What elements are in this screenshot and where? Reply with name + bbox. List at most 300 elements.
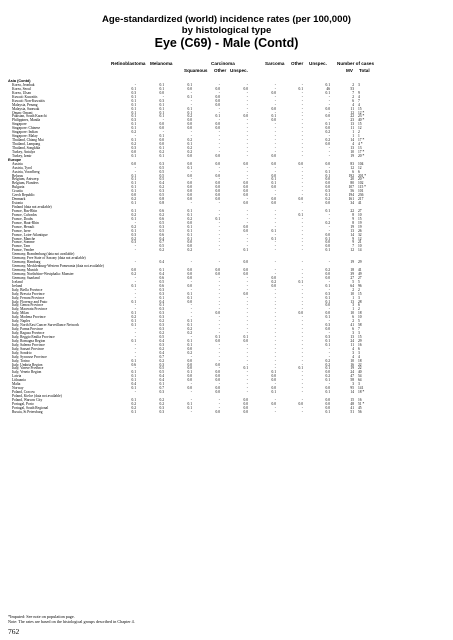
registry-name: Singapore bbox=[12, 122, 27, 127]
rate-cell: 0.0 bbox=[131, 149, 136, 154]
rate-cell: 19 bbox=[350, 366, 354, 371]
rate-cell: 0.0 bbox=[187, 358, 192, 363]
rate-cell: - bbox=[218, 208, 220, 213]
rate-cell: 0.1 bbox=[131, 386, 136, 391]
rate-cell: - bbox=[190, 90, 192, 95]
header-unspec: Unspec. bbox=[230, 68, 248, 73]
header-sarcoma: Sarcoma bbox=[265, 61, 285, 66]
rate-cell: 0.1 bbox=[215, 334, 220, 339]
rate-cell: - bbox=[328, 350, 330, 355]
rate-cell: 0.0 bbox=[159, 90, 164, 95]
registry-name: Finland (data not available) bbox=[12, 205, 52, 209]
rate-cell: 56 bbox=[350, 189, 354, 194]
rate-cell: 0.3 bbox=[131, 232, 136, 237]
rate-cell: 0.0 bbox=[271, 185, 276, 190]
rate-cell: - bbox=[246, 177, 248, 182]
registry-name: Estonia bbox=[12, 201, 23, 206]
rate-cell: - bbox=[274, 169, 276, 174]
rate-cell: - bbox=[301, 177, 303, 182]
rate-cell: - bbox=[190, 260, 192, 265]
rate-cell: 19 bbox=[358, 224, 362, 229]
rate-cell: 192 bbox=[348, 173, 354, 178]
rate-cell: - bbox=[246, 342, 248, 347]
rate-cell: - bbox=[134, 342, 136, 347]
rate-cell: - bbox=[301, 82, 303, 87]
registry-name: Italy, Florence and Prato bbox=[12, 299, 48, 304]
rate-cell: 0.2 bbox=[131, 271, 136, 276]
registry-name: France, Calvados bbox=[12, 212, 37, 217]
rate-cell: - bbox=[274, 358, 276, 363]
rate-cell: - bbox=[218, 295, 220, 300]
registry-name: France, Vendee bbox=[12, 248, 35, 253]
rate-cell: - bbox=[246, 232, 248, 237]
rate-cell: 0.1 bbox=[131, 177, 136, 182]
rate-cell: - bbox=[301, 236, 303, 241]
rate-cell: 0.0 bbox=[215, 153, 220, 158]
rate-cell: 0.1 bbox=[187, 295, 192, 300]
rate-cell: - bbox=[328, 102, 330, 107]
rate-cell: 0.5 bbox=[159, 370, 164, 375]
rate-cell: 0.0 bbox=[187, 271, 192, 276]
rate-cell: 0.1 bbox=[298, 366, 303, 371]
rate-cell: 0.0 bbox=[243, 185, 248, 190]
rate-cell: - bbox=[328, 382, 330, 387]
rate-cell: 0.0 bbox=[215, 362, 220, 367]
rate-cell: 0.1 bbox=[159, 268, 164, 272]
rate-cell: 0.0 bbox=[215, 386, 220, 391]
rate-cell: - bbox=[274, 287, 276, 292]
registry-name: Germany, Mecklenburg-Western Pomerania (data not available) bbox=[12, 264, 104, 269]
rate-cell: 0.0 bbox=[215, 378, 220, 383]
rate-cell: - bbox=[301, 232, 303, 237]
rate-cell: 0.1 bbox=[187, 228, 192, 233]
rate-cell: 48 bbox=[350, 401, 354, 406]
rate-cell: - bbox=[274, 311, 276, 316]
rate-cell: 58 bbox=[350, 378, 354, 383]
registry-name: Thailand, Songkhla bbox=[12, 145, 41, 150]
rate-cell: 10 bbox=[350, 149, 354, 154]
rate-cell: 0.1 bbox=[187, 142, 192, 146]
rate-cell: 0.3 bbox=[325, 291, 330, 296]
rate-cell: 51 bbox=[350, 409, 354, 414]
rate-cell: 1 bbox=[352, 130, 354, 135]
rate-cell: 0.1 bbox=[243, 366, 248, 371]
rate-cell: 41 bbox=[350, 405, 354, 410]
rate-cell: 0.1 bbox=[159, 303, 164, 308]
rate-cell: - bbox=[190, 303, 192, 308]
rate-cell: - bbox=[190, 311, 192, 316]
rate-cell: 0.2 bbox=[325, 220, 330, 225]
rate-cell: - bbox=[274, 291, 276, 296]
rate-cell: 0.1 bbox=[159, 86, 164, 91]
rate-cell: - bbox=[218, 177, 220, 182]
rate-cell: 0.0 bbox=[243, 193, 248, 198]
rate-cell: 0.0 bbox=[325, 161, 330, 166]
rate-cell: - bbox=[134, 248, 136, 253]
rate-cell: 23 bbox=[350, 118, 354, 123]
rate-cell: 0.0 bbox=[243, 291, 248, 296]
rate-cell: - bbox=[274, 248, 276, 253]
rate-cell: 0.1 bbox=[187, 94, 192, 99]
rate-cell: 0.4 bbox=[131, 382, 136, 387]
rate-cell: 0.0 bbox=[271, 106, 276, 111]
rate-cell: 0.1 bbox=[131, 374, 136, 379]
rate-cell: 20 * bbox=[358, 177, 365, 182]
rate-cell: - bbox=[218, 358, 220, 363]
rate-cell: 3 bbox=[358, 82, 360, 87]
rate-cell: 0.4 bbox=[159, 236, 164, 241]
rate-cell: - bbox=[301, 94, 303, 99]
rate-cell: 0.2 bbox=[131, 405, 136, 410]
rate-cell: - bbox=[246, 236, 248, 241]
header-retinoblastoma: Retinoblastoma bbox=[111, 61, 146, 66]
rate-cell: - bbox=[301, 220, 303, 225]
rate-cell: - bbox=[246, 122, 248, 127]
rate-cell: 0.1 bbox=[187, 405, 192, 410]
rate-cell: - bbox=[274, 366, 276, 371]
rate-cell: 0.0 bbox=[325, 370, 330, 375]
rate-cell: 0.0 bbox=[271, 386, 276, 391]
rate-cell: - bbox=[134, 82, 136, 87]
registry-name: Italy, Torino bbox=[12, 358, 30, 363]
rate-cell: - bbox=[246, 354, 248, 359]
registry-name: France, Somme bbox=[12, 240, 35, 245]
registry-name: Korea, Seoul bbox=[12, 86, 31, 91]
rate-cell: 0.0 bbox=[243, 338, 248, 343]
rate-cell: 4 bbox=[352, 354, 354, 359]
rate-cell: - bbox=[301, 260, 303, 265]
rate-cell: - bbox=[190, 409, 192, 414]
rate-cell: - bbox=[274, 319, 276, 324]
registry-name: Singapore: Chinese bbox=[12, 126, 41, 131]
rate-cell: - bbox=[134, 350, 136, 355]
rate-cell: - bbox=[328, 110, 330, 115]
registry-name: Thailand, Lampang bbox=[12, 142, 41, 146]
rate-cell: - bbox=[328, 228, 330, 233]
registry-name: Czech Republic bbox=[12, 193, 35, 198]
rate-cell: 0.0 bbox=[243, 260, 248, 265]
registry-name: Italy, North East Cancer Surveillance Network bbox=[12, 323, 80, 328]
rate-cell: 0.0 bbox=[187, 283, 192, 288]
rate-cell: - bbox=[301, 315, 303, 320]
rate-cell: - bbox=[301, 378, 303, 383]
rate-cell: 32 bbox=[358, 232, 362, 237]
rate-cell: 41 bbox=[350, 323, 354, 328]
page-title-line1: Age-standardized (world) incidence rates (per 100,000) bbox=[102, 14, 351, 25]
rate-cell: 10 bbox=[358, 212, 362, 217]
rate-cell: - bbox=[218, 287, 220, 292]
rate-cell: 0.0 bbox=[325, 275, 330, 280]
rate-cell: 0.0 bbox=[243, 228, 248, 233]
rate-cell: - bbox=[190, 390, 192, 395]
rate-cell: 0.1 bbox=[131, 153, 136, 158]
rate-cell: 0.3 bbox=[159, 311, 164, 316]
rate-cell: 51 * bbox=[358, 401, 365, 406]
rate-cell: 22 bbox=[350, 208, 354, 213]
rate-cell: 4 bbox=[352, 102, 354, 107]
rate-cell: - bbox=[274, 303, 276, 308]
rate-cell: - bbox=[218, 138, 220, 143]
rate-cell: 0.6 bbox=[159, 208, 164, 213]
rate-cell: 10 bbox=[358, 244, 362, 249]
rate-cell: 0.0 bbox=[325, 303, 330, 308]
rate-cell: 5 bbox=[358, 279, 360, 284]
rate-cell: - bbox=[301, 130, 303, 135]
rate-cell: - bbox=[274, 145, 276, 150]
registry-name: Thailand, Chiang Mai bbox=[12, 138, 44, 143]
rate-cell: - bbox=[274, 405, 276, 410]
rate-cell: - bbox=[246, 98, 248, 103]
rate-cell: - bbox=[246, 319, 248, 324]
rate-cell: 0.1 bbox=[243, 334, 248, 339]
footnote-imputed: *Imputed: See note on population page. bbox=[8, 614, 75, 619]
rate-cell: 23 * bbox=[358, 114, 365, 119]
rate-cell: 6 bbox=[352, 327, 354, 332]
rate-cell: - bbox=[190, 279, 192, 284]
rate-cell: 0.4 bbox=[159, 338, 164, 343]
rate-cell: 0.0 bbox=[325, 311, 330, 316]
rate-cell: 0.0 bbox=[271, 283, 276, 288]
rate-cell: 0.0 bbox=[187, 268, 192, 272]
rate-cell: 0.4 bbox=[159, 350, 164, 355]
rate-cell: 0.1 bbox=[131, 319, 136, 324]
rate-cell: 0.0 bbox=[187, 366, 192, 371]
rate-cell: 96 bbox=[358, 283, 362, 288]
rate-cell: - bbox=[274, 342, 276, 347]
rate-cell: 16 bbox=[350, 362, 354, 367]
rate-cell: 46 bbox=[326, 86, 330, 91]
table-row bbox=[0, 411, 453, 415]
rate-cell: 0.1 bbox=[187, 342, 192, 347]
rate-cell: - bbox=[190, 177, 192, 182]
rate-cell: - bbox=[218, 244, 220, 249]
rate-cell: 0.3 bbox=[159, 405, 164, 410]
rate-cell: - bbox=[274, 271, 276, 276]
rate-cell: 0.8 bbox=[159, 197, 164, 202]
rate-cell: 0.1 bbox=[187, 236, 192, 241]
rate-cell: 0.1 bbox=[131, 122, 136, 127]
rate-cell: - bbox=[218, 90, 220, 95]
rate-cell: - bbox=[190, 382, 192, 387]
rate-cell: 5 bbox=[358, 319, 360, 324]
registry-name: Croatia bbox=[12, 189, 23, 194]
rate-cell: 0.0 bbox=[325, 177, 330, 182]
rate-cell: - bbox=[301, 228, 303, 233]
rate-cell: - bbox=[246, 118, 248, 123]
rate-cell: - bbox=[134, 327, 136, 332]
rate-cell: - bbox=[274, 94, 276, 99]
rate-cell: 0.0 bbox=[243, 161, 248, 166]
rate-cell: 0.1 bbox=[187, 82, 192, 87]
registry-name: Germany, Free State of Saxony (data not available) bbox=[12, 256, 86, 261]
rate-cell: 29 bbox=[358, 260, 362, 265]
rate-cell: - bbox=[301, 370, 303, 375]
rate-cell: - bbox=[246, 362, 248, 367]
rate-cell: 56 bbox=[358, 409, 362, 414]
rate-cell: 0.3 bbox=[159, 315, 164, 320]
rate-cell: 0.1 bbox=[325, 342, 330, 347]
rate-cell: - bbox=[218, 169, 220, 174]
rate-cell: - bbox=[274, 350, 276, 355]
rate-cell: 0.3 bbox=[159, 327, 164, 332]
rate-cell: 8 bbox=[352, 212, 354, 217]
rate-cell: - bbox=[274, 338, 276, 343]
section-label: Asia (Contd) bbox=[8, 79, 31, 83]
rate-cell: - bbox=[246, 358, 248, 363]
rate-cell: 0.6 bbox=[159, 232, 164, 237]
rate-cell: - bbox=[246, 134, 248, 139]
rate-cell: 0.1 bbox=[325, 208, 330, 213]
rate-cell: 0.1 bbox=[159, 134, 164, 139]
rate-cell: 15 bbox=[358, 216, 362, 221]
rate-cell: - bbox=[246, 346, 248, 351]
rate-cell: - bbox=[274, 323, 276, 328]
rate-cell: 0.1 bbox=[131, 173, 136, 178]
rate-cell: 0.2 bbox=[131, 130, 136, 135]
rate-cell: 0.0 bbox=[215, 185, 220, 190]
rate-cell: 0.2 bbox=[159, 346, 164, 351]
rate-cell: 11 bbox=[350, 106, 354, 111]
rate-cell: - bbox=[301, 405, 303, 410]
rate-cell: 0.1 bbox=[131, 185, 136, 190]
rate-cell: - bbox=[134, 295, 136, 300]
rate-cell: - bbox=[190, 397, 192, 402]
rate-cell: 0.0 bbox=[159, 126, 164, 131]
rate-cell: 4 bbox=[352, 142, 354, 146]
rate-cell: - bbox=[328, 134, 330, 139]
rate-cell: 0.2 bbox=[159, 358, 164, 363]
rate-cell: 0.3 bbox=[159, 390, 164, 395]
rate-cell: - bbox=[274, 193, 276, 198]
rate-cell: 0.2 bbox=[325, 362, 330, 367]
rate-cell: 0.0 bbox=[325, 114, 330, 119]
rate-cell: - bbox=[134, 275, 136, 280]
registry-name: Ireland bbox=[12, 283, 23, 288]
rate-cell: 14 bbox=[350, 138, 354, 143]
rate-cell: 0.0 bbox=[187, 193, 192, 198]
rate-cell: 0.2 bbox=[159, 149, 164, 154]
rate-cell: 0.0 bbox=[215, 370, 220, 375]
rate-cell: 0.0 bbox=[215, 374, 220, 379]
rate-cell: - bbox=[274, 138, 276, 143]
rate-cell: - bbox=[218, 228, 220, 233]
rate-cell: - bbox=[328, 331, 330, 335]
rate-cell: 0.0 bbox=[131, 268, 136, 272]
rate-cell: 0.0 bbox=[187, 299, 192, 304]
rate-cell: 0.1 bbox=[159, 145, 164, 150]
rate-cell: 1 bbox=[352, 134, 354, 139]
rate-cell: 0.2 bbox=[187, 114, 192, 119]
header-carcinoma: Carcinoma bbox=[211, 61, 235, 66]
rate-cell: 16 bbox=[358, 342, 362, 347]
rate-cell: 64 bbox=[358, 378, 362, 383]
rate-cell: 0.4 bbox=[159, 299, 164, 304]
rate-cell: 0.2 bbox=[159, 185, 164, 190]
rate-cell: - bbox=[218, 232, 220, 237]
rate-cell: 4 bbox=[352, 346, 354, 351]
rate-cell: - bbox=[134, 260, 136, 265]
rate-cell: 0.1 bbox=[131, 378, 136, 383]
rate-cell: 141 bbox=[358, 386, 364, 391]
rate-cell: - bbox=[328, 279, 330, 284]
registry-name: Italy, Veneto Region bbox=[12, 370, 42, 375]
header-number-of-cases: Number of cases bbox=[337, 61, 375, 66]
rate-cell: 0.0 bbox=[215, 189, 220, 194]
rate-cell: 95 bbox=[350, 386, 354, 391]
rate-cell: - bbox=[301, 271, 303, 276]
rate-cell: 0.4 bbox=[159, 374, 164, 379]
rate-cell: - bbox=[301, 98, 303, 103]
rate-cell: 0.0 bbox=[243, 181, 248, 186]
registry-name: Italy, Genoa Province bbox=[12, 303, 44, 308]
registry-name: Singapore: Indian bbox=[12, 130, 38, 135]
rate-cell: - bbox=[274, 299, 276, 304]
rate-cell: 0.1 bbox=[131, 126, 136, 131]
rate-cell: 0.1 bbox=[131, 397, 136, 402]
rate-cell: 0.0 bbox=[215, 181, 220, 186]
registry-name: France, Tarn bbox=[12, 244, 31, 249]
rate-cell: 9 bbox=[352, 216, 354, 221]
rate-cell: 12 bbox=[358, 165, 362, 170]
rate-cell: 0.0 bbox=[215, 94, 220, 99]
rate-cell: 0.0 bbox=[243, 271, 248, 276]
rate-cell: - bbox=[274, 149, 276, 154]
rate-cell: 0.5 bbox=[159, 169, 164, 174]
rate-cell: - bbox=[301, 409, 303, 414]
rate-cell: 0.0 bbox=[159, 142, 164, 146]
rate-cell: - bbox=[301, 106, 303, 111]
rate-cell: - bbox=[328, 149, 330, 154]
rate-cell: 0.0 bbox=[243, 397, 248, 402]
registry-name: Denmark bbox=[12, 197, 26, 202]
rate-cell: 0.2 bbox=[187, 216, 192, 221]
rate-cell: - bbox=[328, 165, 330, 170]
rate-cell: 54 bbox=[358, 374, 362, 379]
rate-cell: 0.3 bbox=[131, 90, 136, 95]
rate-cell: 0.1 bbox=[325, 248, 330, 253]
rate-cell: - bbox=[246, 130, 248, 135]
rate-cell: - bbox=[218, 354, 220, 359]
rate-cell: 104 bbox=[358, 161, 364, 166]
registry-name: Turkey, Izmir bbox=[12, 153, 32, 158]
rate-cell: 0.0 bbox=[187, 173, 192, 178]
rate-cell: 0.1 bbox=[131, 370, 136, 375]
rate-cell: - bbox=[134, 390, 136, 395]
registry-name: Poland, Kielce (data not available) bbox=[12, 394, 62, 398]
rate-cell: 0.1 bbox=[215, 114, 220, 119]
registry-name: Italy, Sassari Province bbox=[12, 346, 45, 351]
rate-cell: 7 bbox=[358, 98, 360, 103]
rate-cell: - bbox=[301, 319, 303, 324]
rate-cell: - bbox=[328, 319, 330, 324]
rate-cell: - bbox=[301, 216, 303, 221]
rate-cell: - bbox=[246, 197, 248, 202]
rate-cell: - bbox=[218, 401, 220, 406]
rate-cell: 0.4 bbox=[159, 378, 164, 383]
rate-cell: 10 bbox=[358, 315, 362, 320]
rate-cell: 39 bbox=[350, 271, 354, 276]
rate-cell: - bbox=[301, 149, 303, 154]
registry-name: Germany, Hamburg bbox=[12, 260, 41, 265]
rate-cell: 2 bbox=[352, 287, 354, 292]
rate-cell: 0.1 bbox=[187, 110, 192, 115]
rate-cell: - bbox=[301, 283, 303, 288]
registry-name: France, Isere bbox=[12, 228, 31, 233]
rate-cell: 0.1 bbox=[159, 295, 164, 300]
rate-cell: 0.0 bbox=[187, 122, 192, 127]
registry-name: Italy, Ragusa Province bbox=[12, 331, 45, 335]
rate-cell: 0.4 bbox=[159, 181, 164, 186]
